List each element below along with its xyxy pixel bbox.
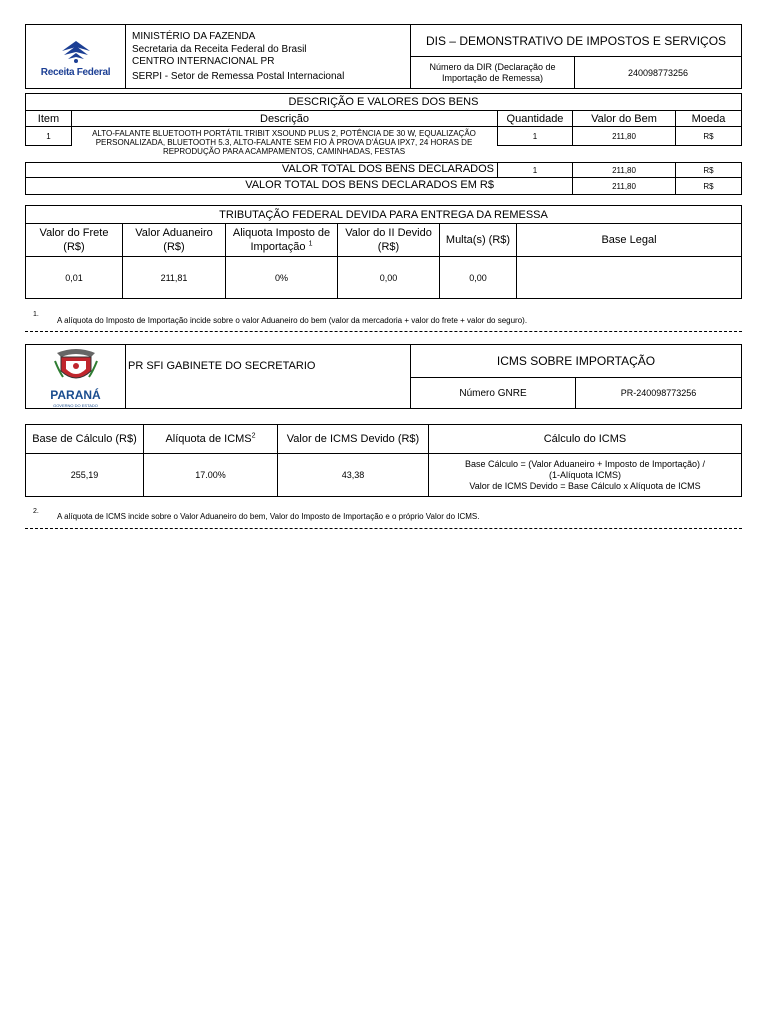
col-icms-due-header: Valor de ICMS Devido (R$) (277, 424, 429, 454)
org-line-ministry: MINISTÉRIO DA FAZENDA (132, 31, 256, 42)
col-item-header: Item (25, 110, 72, 127)
goods-row-quantity: 1 (497, 126, 573, 146)
dir-number-box (574, 56, 742, 89)
icms-rate-footnote-ref: 2 (251, 432, 256, 440)
total-brl-value: 211,80 (572, 177, 676, 195)
icms-calc-line-2: (1-Alíquota ICMS) (548, 469, 622, 480)
icms-calc-line-3: Valor de ICMS Devido = Base Cálculo x Alíquota de ICMS (469, 480, 701, 491)
icms-footnote-mark: 2. (33, 508, 39, 515)
org-line-sector: SERPI - Setor de Remessa Postal Internacional (132, 71, 345, 82)
col-legal-basis-header: Base Legal (516, 223, 742, 257)
col-description-header: Descrição (71, 110, 498, 127)
col-ii-due-header: Valor do II Devido (R$) (337, 223, 440, 257)
goods-section-title: DESCRIÇÃO E VALORES DOS BENS (288, 96, 479, 108)
col-quantity-header: Quantidade (497, 110, 573, 127)
col-currency-header: Moeda (675, 110, 742, 127)
gnre-label: Número GNRE (459, 387, 527, 399)
goods-row-value: 211,80 (572, 126, 676, 146)
total-declared-currency: R$ (675, 162, 742, 178)
customs-value: 211,81 (122, 256, 226, 299)
dir-number: 240098773256 (627, 67, 689, 78)
icms-footnote: A alíquota de ICMS incide sobre o Valor Aduaneiro do bem, Valor do Imposto de Importação e o próprio Valor do ICMS. (57, 512, 480, 521)
dashed-separator-1 (25, 331, 742, 332)
parana-logo-text: PARANÁ (50, 388, 101, 402)
parana-logo-box (25, 344, 126, 409)
federal-tax-title-box (25, 205, 742, 224)
icms-title-box (410, 344, 742, 378)
col-customs-value-header: Valor Aduaneiro (R$) (122, 223, 226, 257)
total-declared-value: 211,80 (572, 162, 676, 178)
org-line-center: CENTRO INTERNACIONAL PR (132, 56, 275, 67)
icms-due-value: 43,38 (277, 453, 429, 497)
col-freight-header: Valor do Frete (R$) (25, 223, 123, 257)
total-brl-label: VALOR TOTAL DOS BENS DECLARADOS EM R$ (245, 179, 494, 191)
import-rate-value: 0% (225, 256, 338, 299)
federal-footnote: A alíquota do Imposto de Importação incide sobre o valor Aduaneiro do bem (valor da mercadoria + valor do frete + valor do seguro). (57, 316, 528, 325)
org-line-secretariat: Secretaria da Receita Federal do Brasil (132, 44, 307, 55)
doc-title: DIS – DEMONSTRATIVO DE IMPOSTOS E SERVIÇOS (425, 33, 727, 48)
col-icms-base-header: Base de Cálculo (R$) (25, 424, 144, 454)
fines-value: 0,00 (439, 256, 517, 299)
icms-office-box (125, 344, 411, 409)
icms-calc-box (428, 453, 742, 497)
total-declared-quantity: 1 (497, 162, 573, 178)
doc-title-box (410, 24, 742, 57)
icms-office: PR SFI GABINETE DO SECRETARIO (128, 360, 316, 372)
col-import-rate-header (225, 223, 338, 257)
icms-base-value: 255,19 (25, 453, 144, 497)
import-rate-footnote-ref: 1 (308, 240, 313, 248)
dashed-separator-2 (25, 528, 742, 529)
goods-section-title-box (25, 93, 742, 111)
federal-tax-title: TRIBUTAÇÃO FEDERAL DEVIDA PARA ENTREGA DA REMESSA (219, 208, 548, 221)
receita-logo-box (25, 24, 126, 89)
ii-due-value: 0,00 (337, 256, 440, 299)
icms-title: ICMS SOBRE IMPORTAÇÃO (496, 354, 656, 368)
receita-logo-text: Receita Federal (40, 66, 111, 78)
total-declared-label: VALOR TOTAL DOS BENS DECLARADOS (281, 163, 494, 175)
icms-rate-label: Alíquota de ICMS (165, 433, 252, 445)
gnre-number-box (575, 377, 742, 409)
org-box (125, 24, 411, 89)
receita-federal-logo-icon (56, 37, 96, 65)
icms-rate-value: 17.00% (143, 453, 278, 497)
icms-calc-line-1: Base Cálculo = (Valor Aduaneiro + Imposto de Importação) / (465, 458, 705, 469)
legal-basis-value (516, 256, 742, 299)
dir-label: Número da DIR (Declaração de Importação de Remessa) (429, 61, 556, 83)
col-icms-rate-header (143, 424, 278, 454)
col-fines-header: Multa(s) (R$) (439, 223, 517, 257)
parana-logo-sub: GOVERNO DO ESTADO (53, 402, 98, 408)
col-icms-calc-header: Cálculo do ICMS (428, 424, 742, 454)
goods-row-currency: R$ (675, 126, 742, 146)
parana-coat-of-arms-icon (53, 347, 99, 387)
gnre-label-box (410, 377, 576, 409)
import-rate-label: Aliquota Imposto de Importação (232, 227, 331, 253)
freight-value: 0,01 (25, 256, 123, 299)
col-value-header: Valor do Bem (572, 110, 676, 127)
federal-footnote-mark: 1. (33, 311, 39, 318)
total-brl-currency: R$ (675, 177, 742, 195)
dir-label-box (410, 56, 575, 89)
goods-row-description: ALTO-FALANTE BLUETOOTH PORTÁTIL TRIBIT XSOUND PLUS 2, POTÊNCIA DE 30 W, EQUALIZAÇÃO PERSONALIZADA, BLUETOOTH 5.3, ALTO-FALANTE SEM FIO À PROVA D'ÁGUA IPX7, 24 HORAS DE REPRODUÇÃO PARA ACAMPAMENTOS, CAMINHADAS, FESTAS (92, 129, 476, 156)
goods-row-item: 1 (25, 126, 72, 146)
gnre-number: PR-240098773256 (620, 388, 697, 398)
